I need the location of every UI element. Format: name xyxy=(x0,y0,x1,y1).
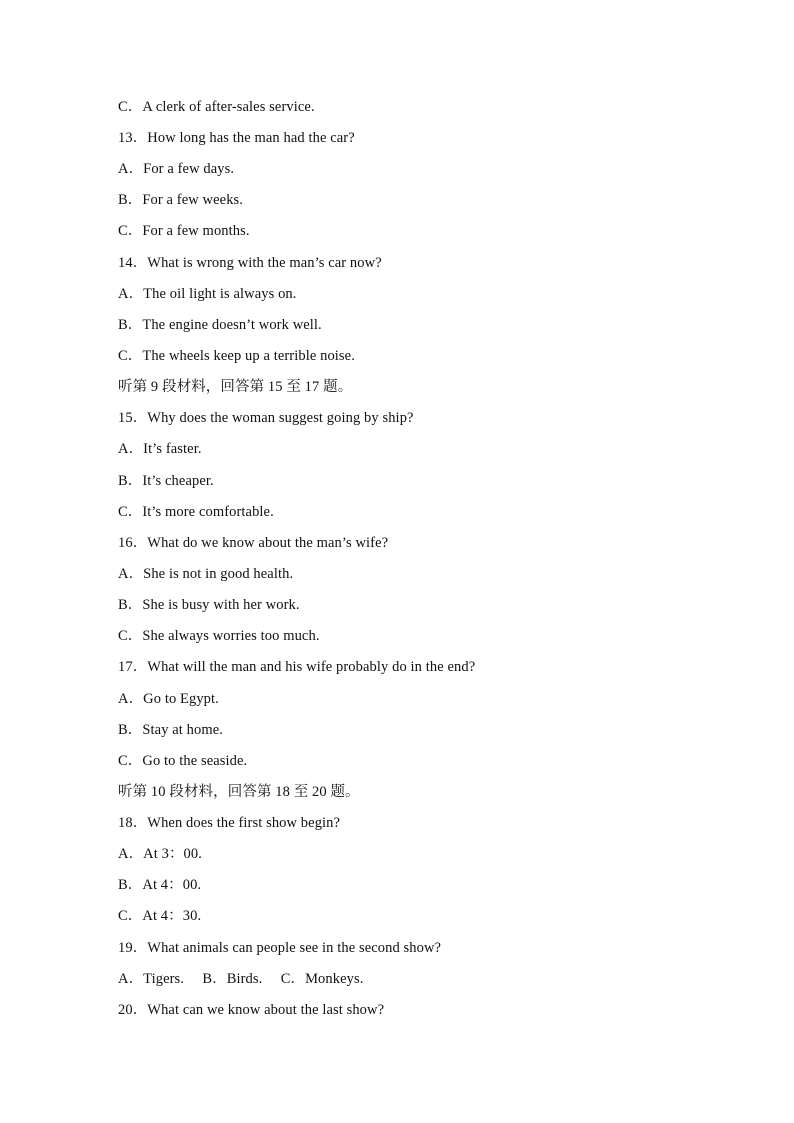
option-16c: C．She always worries too much. xyxy=(118,628,320,644)
option-17a: A．Go to Egypt. xyxy=(118,691,219,707)
option-18c: C．At 4：30. xyxy=(118,908,202,924)
option-18b: B．At 4：00. xyxy=(118,877,202,893)
option-15a: A．It’s faster. xyxy=(118,441,202,457)
option-14c: C．The wheels keep up a terrible noise. xyxy=(118,348,355,364)
option-16b: B．She is busy with her work. xyxy=(118,597,300,613)
question-13: 13．How long has the man had the car? xyxy=(118,130,355,146)
section-heading-10: 听第 10 段材料，回答第 18 至 20 题。 xyxy=(118,784,360,800)
option-16a: A．She is not in good health. xyxy=(118,566,294,582)
option-15c: C．It’s more comfortable. xyxy=(118,504,274,520)
question-20: 20．What can we know about the last show? xyxy=(118,1002,385,1018)
option-14b: B．The engine doesn’t work well. xyxy=(118,317,322,333)
question-18: 18．When does the first show begin? xyxy=(118,815,341,831)
question-17: 17．What will the man and his wife probably do in the end? xyxy=(118,659,476,675)
option-12c: C．A clerk of after-sales service. xyxy=(118,99,315,115)
question-14: 14．What is wrong with the man’s car now? xyxy=(118,255,382,271)
option-17c: C．Go to the seaside. xyxy=(118,753,248,769)
option-13b: B．For a few weeks. xyxy=(118,192,244,208)
question-15: 15．Why does the woman suggest going by ship? xyxy=(118,410,414,426)
option-17b: B．Stay at home. xyxy=(118,722,224,738)
option-15b: B．It’s cheaper. xyxy=(118,473,214,489)
section-heading-9: 听第 9 段材料，回答第 15 至 17 题。 xyxy=(118,379,353,395)
option-18a: A．At 3：00. xyxy=(118,846,202,862)
options-19: A．Tigers. B．Birds. C．Monkeys. xyxy=(118,971,364,987)
option-13c: C．For a few months. xyxy=(118,223,250,239)
question-16: 16．What do we know about the man’s wife? xyxy=(118,535,389,551)
option-14a: A．The oil light is always on. xyxy=(118,286,297,302)
question-19: 19．What animals can people see in the second show? xyxy=(118,940,442,956)
option-13a: A．For a few days. xyxy=(118,161,235,177)
